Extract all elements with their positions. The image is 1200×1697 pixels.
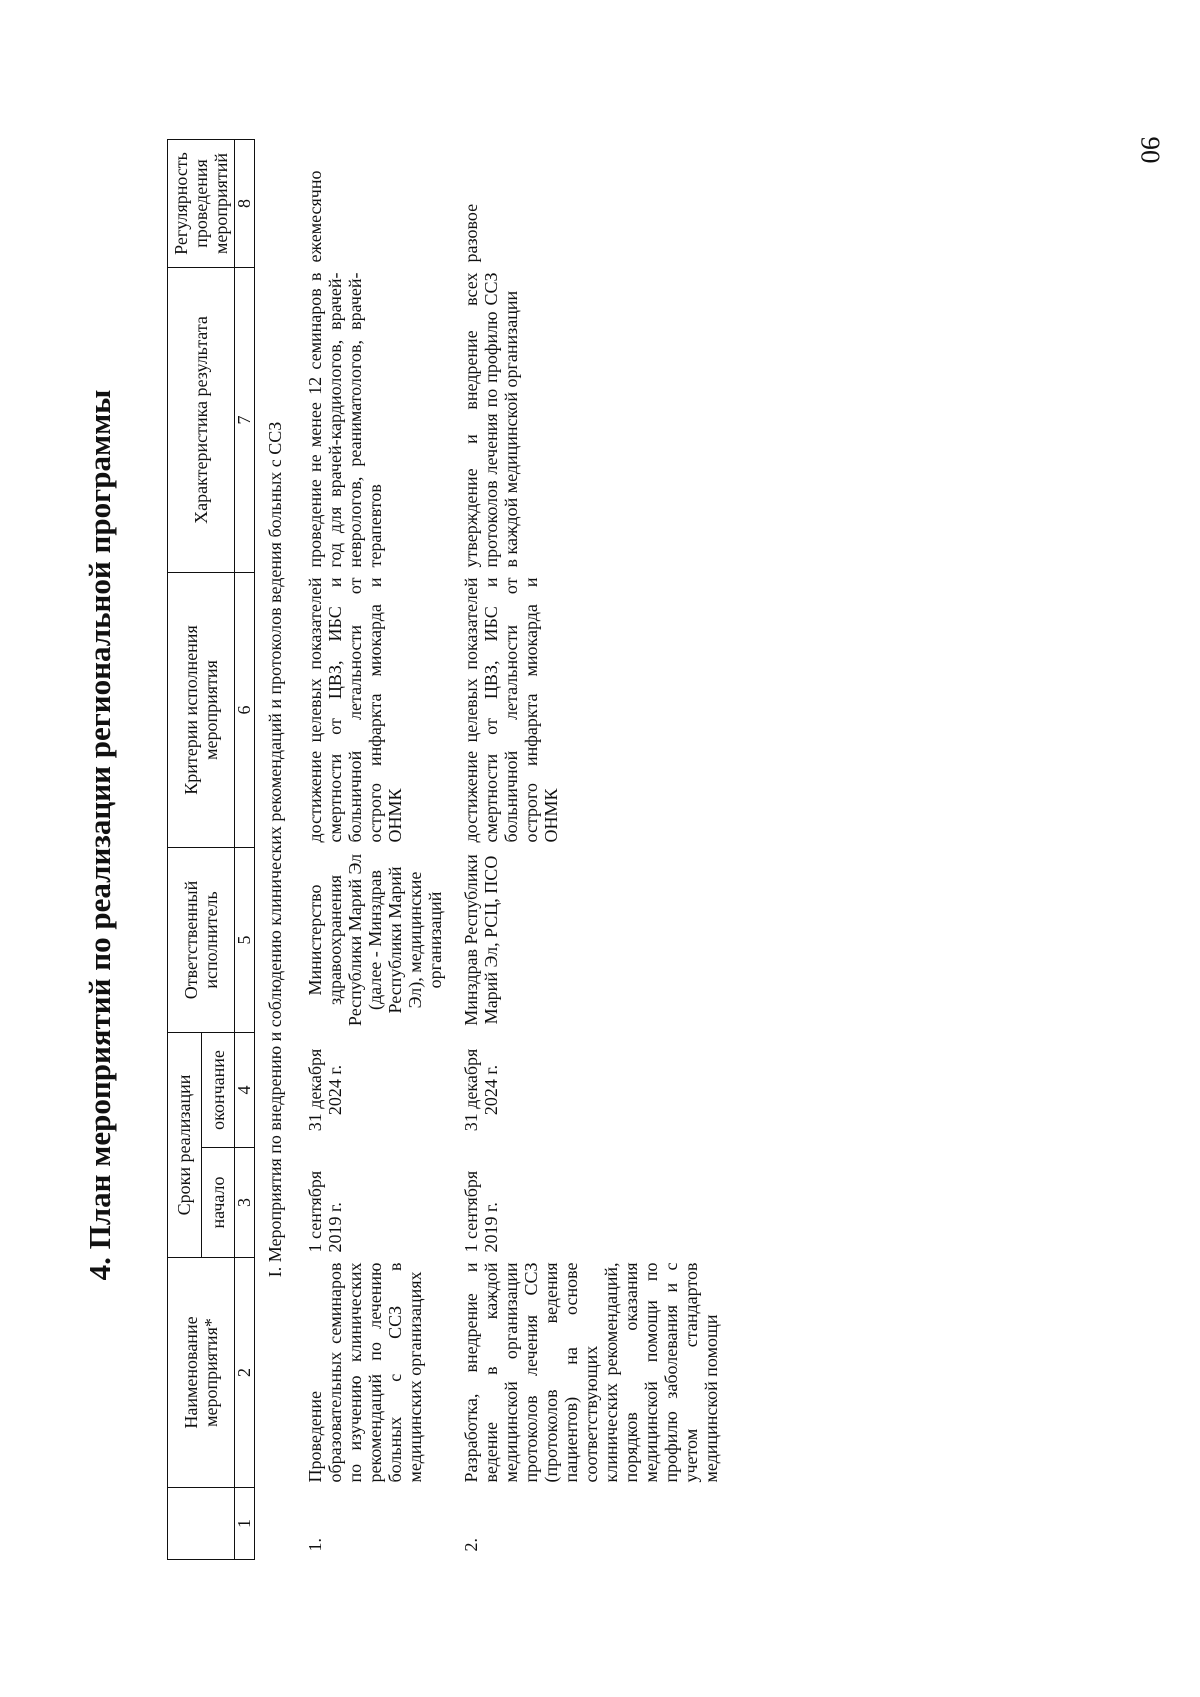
plan-table (167, 139, 731, 1560)
header-responsible: Ответственный исполнитель (168, 847, 235, 1032)
column-number: 1 (235, 1488, 255, 1560)
end-date: 31 декабря 2024 г. (305, 1048, 345, 1132)
column-number: 7 (235, 267, 255, 572)
column-number: 2 (235, 1258, 255, 1488)
table-row (299, 139, 455, 1559)
header-regularity: Регулярность проведения мероприятий (168, 139, 235, 267)
regularity: разовое (461, 203, 481, 263)
header-end: окончание (201, 1032, 235, 1147)
start-date: 1 сентября 2019 г. (305, 1170, 345, 1253)
result-characteristic: утверждение и внедрение всех протоколов лечения по профилю ССЗ в каждой медицинской организации (461, 272, 521, 568)
header-start: начало (201, 1148, 235, 1258)
regularity: ежемесячно (305, 170, 325, 263)
header-terms: Сроки реализации (168, 1032, 202, 1257)
landscape-sheet (80, 30, 1120, 1640)
header-row (168, 139, 202, 1559)
page-number: 90 (1135, 136, 1166, 164)
column-number: 5 (235, 847, 255, 1032)
header-number (168, 1488, 235, 1560)
column-number: 6 (235, 572, 255, 847)
column-number: 3 (235, 1148, 255, 1258)
responsible-executor: Минздрав Республики Марий Эл, РСЦ, ПСО (461, 854, 501, 1026)
table-row (455, 139, 731, 1559)
header-result: Характеристика результата (168, 267, 235, 572)
row-number: 2. (461, 1538, 481, 1552)
header-name: Наименование мероприятия* (168, 1258, 235, 1488)
activity-name: Разработка, внедрение и ведение в каждой медицинской организации протоколов лечения ССЗ (протоколов ведения пациентов) на основе соответствующих клинических рекомендаций, порядков оказания медицинской помощи по профилю заболевания и с учетом стандартов медицинской помощи (461, 1262, 721, 1483)
responsible-executor: Министерство здравоохранения Республики Марий Эл (далее - Минздрав Республики Марий Эл), медицинские организаций (305, 853, 445, 1027)
start-date: 1 сентября 2019 г. (461, 1170, 501, 1253)
page-title: 4. План мероприятий по реализации региональной программы (82, 389, 117, 1281)
execution-criteria: достижение целевых показателей смертности от ЦВЗ, ИБС и больничной летальности от острого инфаркта миокарда и ОНМК (305, 577, 405, 843)
end-date: 31 декабря 2024 г. (461, 1048, 501, 1132)
row-number: 1. (305, 1538, 325, 1552)
activity-name: Проведение образовательных семинаров по изучению клинических рекомендаций по лечению больных с ССЗ в медицинских организациях (305, 1262, 425, 1483)
column-number: 8 (235, 139, 255, 267)
column-number: 4 (235, 1032, 255, 1147)
section-row (255, 139, 300, 1559)
execution-criteria: достижение целевых показателей смертности от ЦВЗ, ИБС и больничной летальности от острого инфаркта миокарда и ОНМК (461, 577, 561, 843)
header-criteria: Критерии исполнения мероприятия (168, 572, 235, 847)
section-heading: I. Мероприятия по внедрению и соблюдению клинических рекомендаций и протоколов ведения больных с ССЗ (265, 421, 285, 1278)
column-numbers-row (235, 139, 255, 1559)
result-characteristic: проведение не менее 12 семинаров в год для врачей-кардиологов, врачей-неврологов, реаниматологов, врачей-терапевтов (305, 272, 385, 568)
